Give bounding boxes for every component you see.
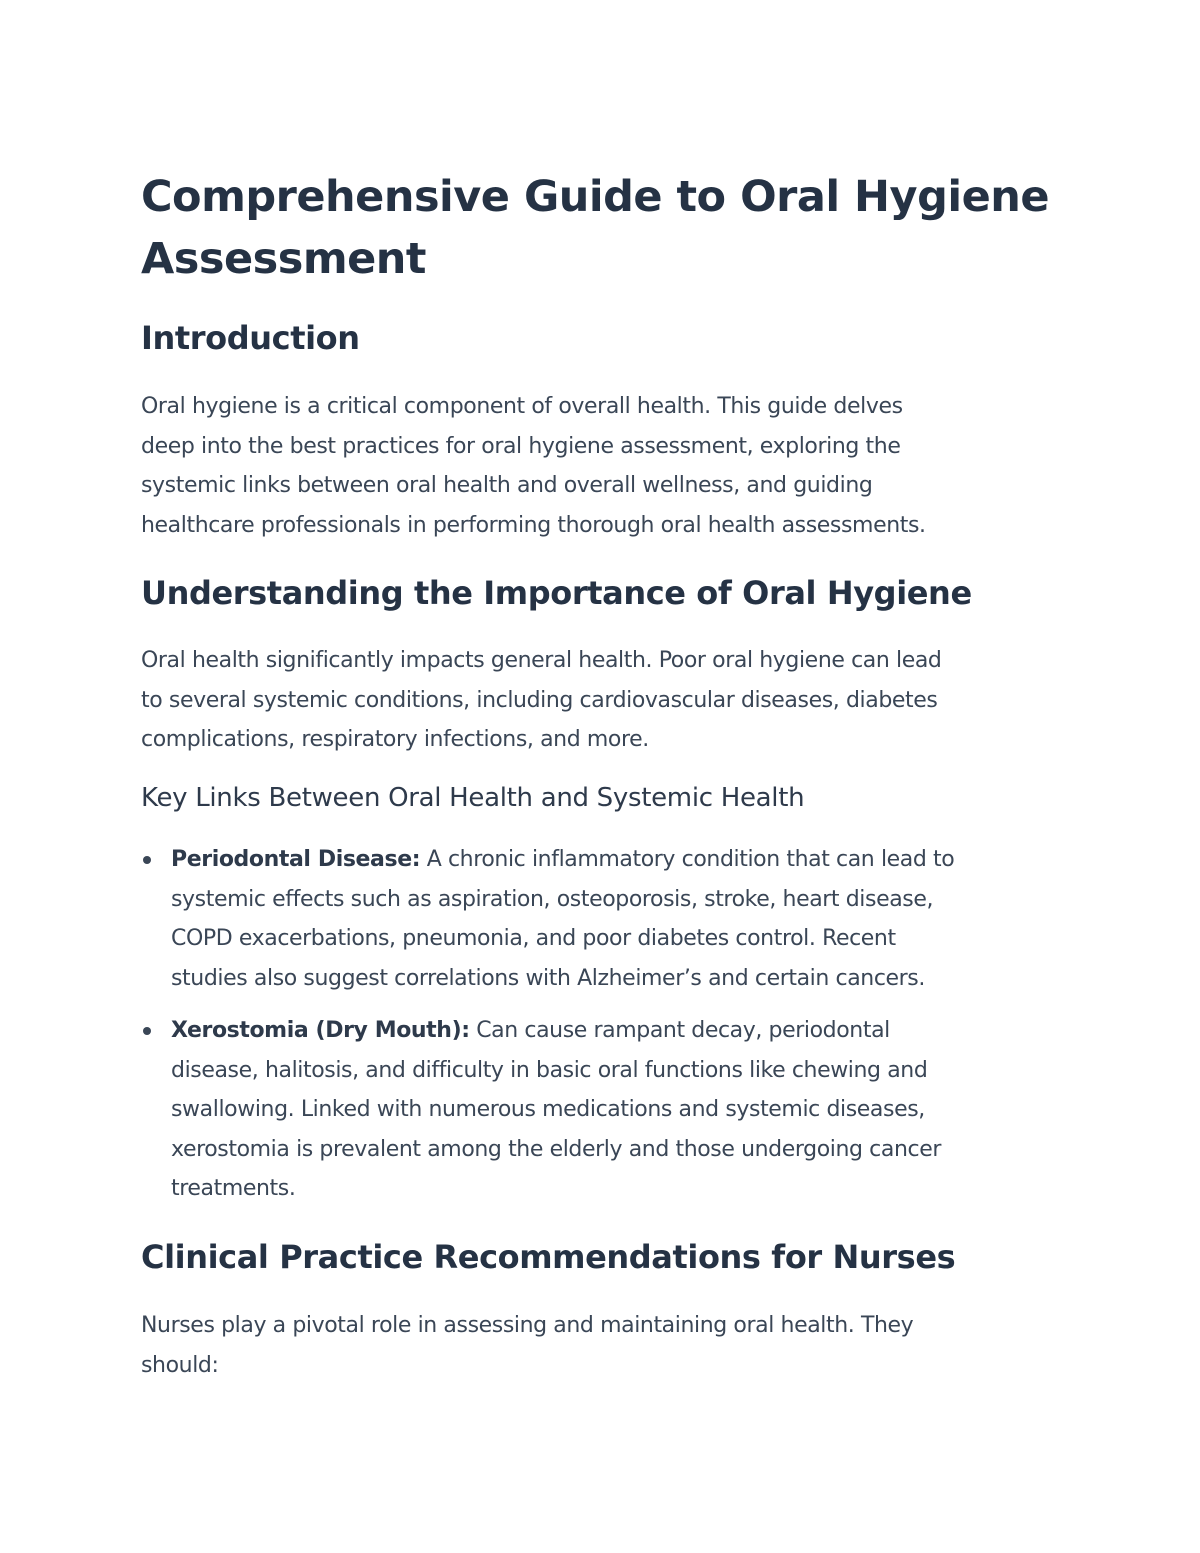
list-item-line: disease, halitosis, and difficulty in basic oral functions like chewing and — [171, 1057, 928, 1083]
title-line: Assessment — [141, 234, 426, 284]
list-item-line: swallowing. Linked with numerous medications and systemic diseases, — [171, 1097, 925, 1122]
list-item-term: Periodontal Disease: — [171, 847, 421, 872]
title-line: Comprehensive Guide to Oral Hygiene — [141, 172, 1050, 222]
list-item-term: Xerostomia (Dry Mouth): — [171, 1018, 470, 1043]
introduction-heading: Introduction — [141, 319, 360, 357]
paragraph-line: Oral hygiene is a critical component of overall health. This guide delves — [141, 394, 903, 419]
document-title — [141, 166, 1066, 290]
list-item-line: xerostomia is prevalent among the elderly and those undergoing cancer — [171, 1136, 941, 1162]
key-links-subheading: Key Links Between Oral Health and Systemic Health — [141, 783, 805, 813]
bullet-icon — [143, 1027, 151, 1035]
paragraph-line: healthcare professionals in performing thorough oral health assessments. — [141, 512, 926, 538]
introduction-paragraph — [141, 387, 1066, 545]
paragraph-line: should: — [141, 1352, 219, 1378]
list-item-line: treatments. — [171, 1176, 296, 1201]
importance-paragraph — [141, 641, 1066, 760]
paragraph-line: to several systemic conditions, including cardiovascular diseases, diabetes — [141, 687, 938, 713]
list-item-line: studies also suggest correlations with Alzheimer’s and certain cancers. — [171, 965, 925, 991]
clinical-heading: Clinical Practice Recommendations for Nurses — [141, 1238, 956, 1276]
clinical-paragraph — [141, 1306, 1066, 1385]
list-item-line: Can cause rampant decay, periodontal — [469, 1018, 890, 1043]
paragraph-line: Nurses play a pivotal role in assessing and maintaining oral health. They — [141, 1313, 914, 1338]
bullet-icon — [143, 856, 151, 864]
list-item-text — [171, 840, 1066, 998]
list-item-line: systemic effects such as aspiration, osteoporosis, stroke, heart disease, — [171, 886, 934, 912]
paragraph-line: deep into the best practices for oral hygiene assessment, exploring the — [141, 433, 901, 459]
importance-heading: Understanding the Importance of Oral Hygiene — [141, 574, 972, 612]
paragraph-line: complications, respiratory infections, and more. — [141, 727, 649, 752]
list-item-line: COPD exacerbations, pneumonia, and poor diabetes control. Recent — [171, 926, 896, 951]
paragraph-line: Oral health significantly impacts general health. Poor oral hygiene can lead — [141, 648, 942, 673]
list-item-text — [171, 1011, 1066, 1209]
list-item-line: A chronic inflammatory condition that can lead to — [420, 847, 955, 872]
paragraph-line: systemic links between oral health and overall wellness, and guiding — [141, 473, 873, 498]
